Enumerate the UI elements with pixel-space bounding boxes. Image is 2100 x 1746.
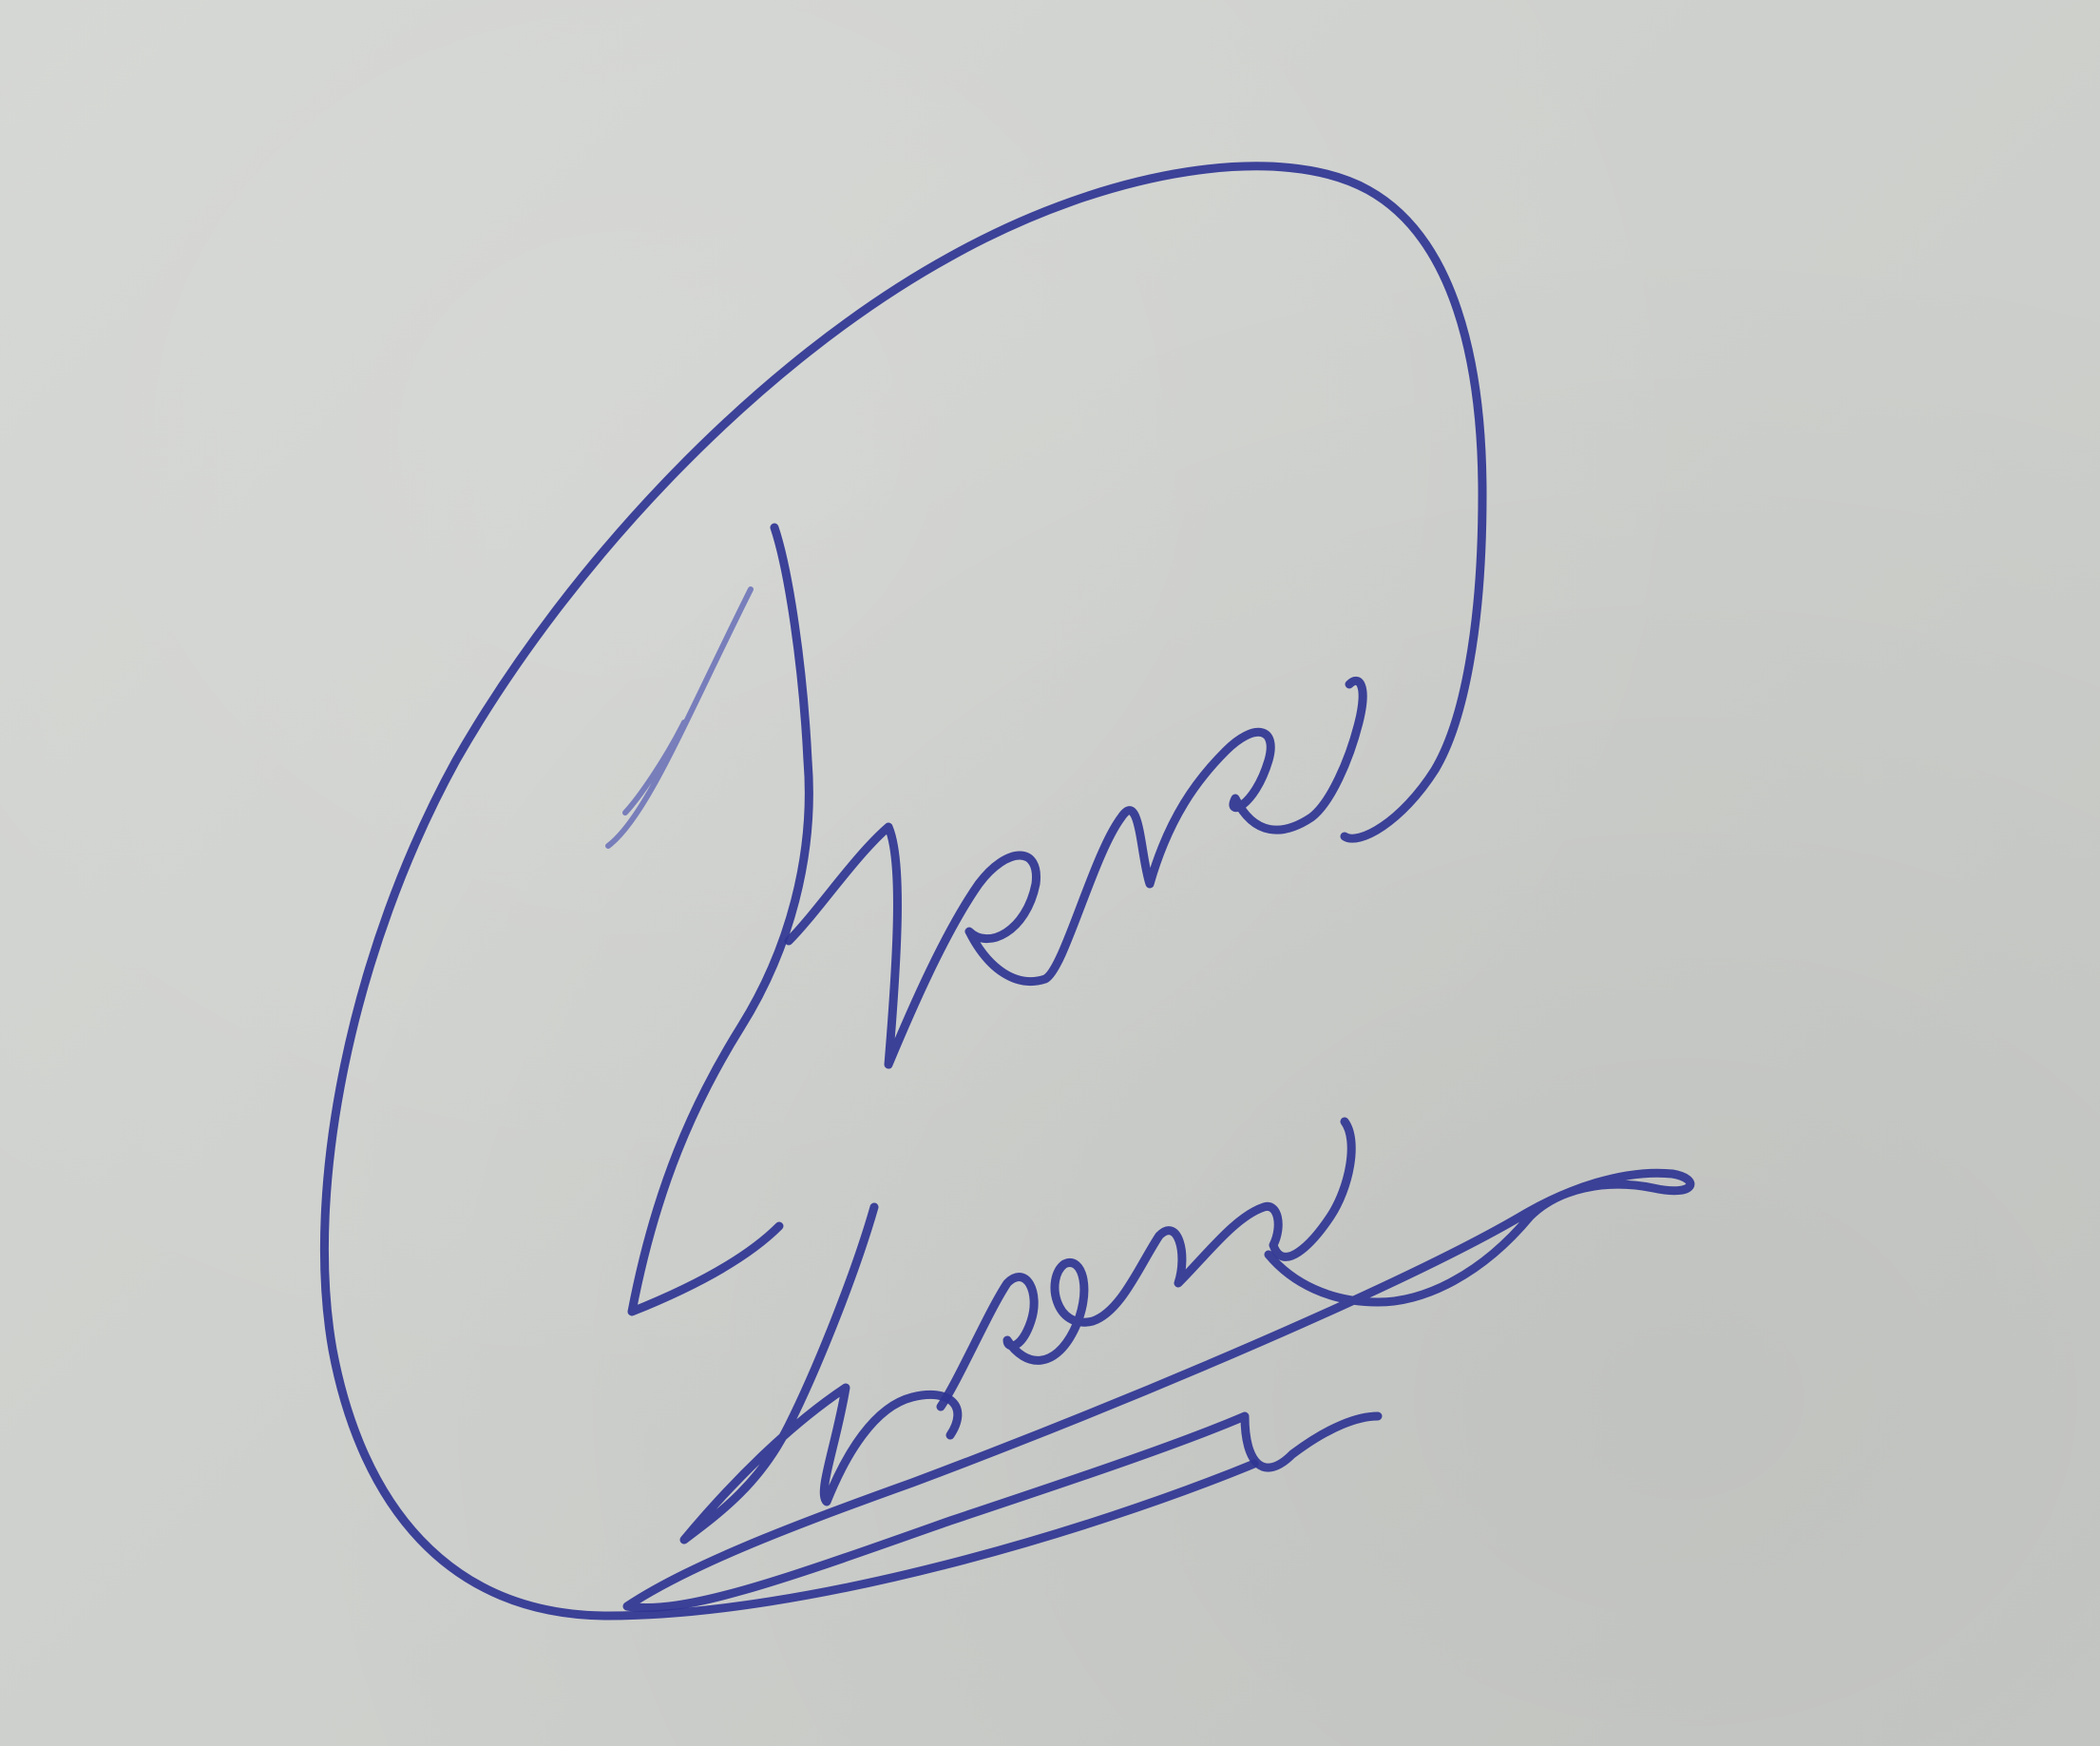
signature-word-eon — [941, 1122, 1351, 1407]
signature-lead-in-stroke — [608, 589, 751, 846]
signature-word-rene — [789, 681, 1363, 1065]
signature-ink — [324, 166, 1690, 1616]
signature-letter-l — [684, 1207, 958, 1540]
